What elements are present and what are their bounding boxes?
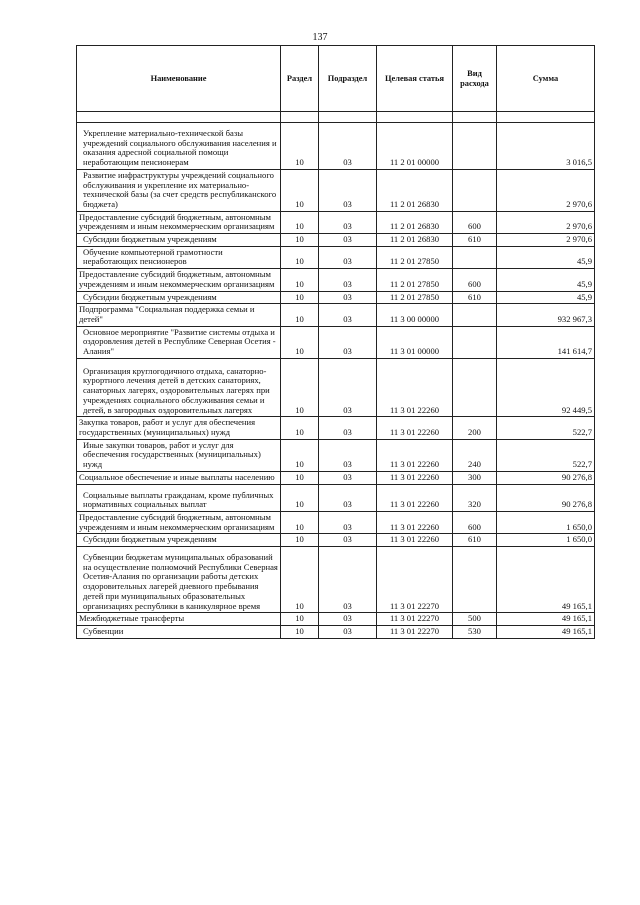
cell-name: Социальные выплаты гражданам, кроме публичных нормативных социальных выплат — [77, 484, 281, 511]
table-row — [77, 358, 595, 417]
cell-amount: 92 449,5 — [497, 358, 595, 417]
cell-name: Обучение компьютерной грамотности неработающих пенсионеров — [77, 246, 281, 268]
cell-subsection: 03 — [319, 169, 377, 211]
cell-amount: 1 650,0 — [497, 511, 595, 533]
cell-amount: 1 650,0 — [497, 534, 595, 547]
table-row — [77, 439, 595, 471]
cell-name: Основное мероприятие "Развитие системы отдыха и оздоровления детей в Республике Северная Осетия - Алания" — [77, 326, 281, 358]
cell-subsection: 03 — [319, 211, 377, 233]
cell-expense-type: 610 — [453, 534, 497, 547]
cell-expense-type: 500 — [453, 613, 497, 626]
cell-subsection: 03 — [319, 484, 377, 511]
cell-expense-type: 200 — [453, 417, 497, 439]
cell-target: 11 2 01 26830 — [377, 234, 453, 247]
table-row — [77, 169, 595, 211]
cell-amount: 90 276,8 — [497, 484, 595, 511]
cell-name: Субвенции — [77, 625, 281, 638]
page-number: 137 — [312, 32, 328, 43]
cell-section: 10 — [281, 291, 319, 304]
cell-expense-type — [453, 246, 497, 268]
cell-amount: 49 165,1 — [497, 625, 595, 638]
cell-target: 11 3 01 22260 — [377, 439, 453, 471]
table-row — [77, 484, 595, 511]
table-row — [77, 417, 595, 439]
cell-name: Субвенции бюджетам муниципальных образований на осуществление полномочий Республики Северная Осетия-Алания по организации работы детских оздоровительных лагерей дневного пребывания детей при муниципальных образовательных организациях республики в каникулярное время — [77, 547, 281, 613]
cell-amount: 2 970,6 — [497, 234, 595, 247]
table-row — [77, 326, 595, 358]
cell-name: Развитие инфраструктуры учреждений социального обслуживания и укрепление их материально-технической базы (за счет средств республиканского бюджета) — [77, 169, 281, 211]
cell-section: 10 — [281, 511, 319, 533]
cell-expense-type: 240 — [453, 439, 497, 471]
cell-section: 10 — [281, 417, 319, 439]
table-row — [77, 511, 595, 533]
table-row — [77, 534, 595, 547]
cell-section: 10 — [281, 304, 319, 326]
cell-target: 11 2 01 26830 — [377, 169, 453, 211]
header-target: Целевая статья — [377, 46, 453, 112]
cell-section: 10 — [281, 547, 319, 613]
cell-expense-type: 530 — [453, 625, 497, 638]
cell-subsection: 03 — [319, 304, 377, 326]
cell-target: 11 2 01 27850 — [377, 246, 453, 268]
cell-target: 11 3 00 00000 — [377, 304, 453, 326]
cell-amount: 45,9 — [497, 246, 595, 268]
cell-expense-type: 320 — [453, 484, 497, 511]
cell-section: 10 — [281, 211, 319, 233]
cell-target: 11 3 01 22260 — [377, 471, 453, 484]
cell-target: 11 2 01 26830 — [377, 211, 453, 233]
cell-expense-type — [453, 358, 497, 417]
cell-subsection: 03 — [319, 471, 377, 484]
cell-name: Иные закупки товаров, работ и услуг для обеспечения государственных (муниципальных) нужд — [77, 439, 281, 471]
cell-section: 10 — [281, 358, 319, 417]
header-section: Раздел — [281, 46, 319, 112]
cell-subsection: 03 — [319, 417, 377, 439]
cell-amount: 522,7 — [497, 439, 595, 471]
cell-name: Субсидии бюджетным учреждениям — [77, 291, 281, 304]
table-row — [77, 547, 595, 613]
cell-expense-type: 600 — [453, 511, 497, 533]
cell-target: 11 3 01 22260 — [377, 484, 453, 511]
cell-target: 11 3 01 22260 — [377, 358, 453, 417]
cell-section: 10 — [281, 169, 319, 211]
cell-subsection: 03 — [319, 613, 377, 626]
cell-name: Межбюджетные трансферты — [77, 613, 281, 626]
cell-section: 10 — [281, 534, 319, 547]
cell-amount: 90 276,8 — [497, 471, 595, 484]
cell-subsection: 03 — [319, 246, 377, 268]
cell-expense-type — [453, 326, 497, 358]
cell-subsection: 03 — [319, 625, 377, 638]
table-row — [77, 269, 595, 291]
cell-name: Предоставление субсидий бюджетным, автономным учреждениям и иным некоммерческим организациям — [77, 511, 281, 533]
cell-name: Организация круглогодичного отдыха, санаторно-курортного лечения детей в детских санаториях, санаторных лагерях, оздоровительных лагерях при учреждениях социального обслуживания семьи и детей, в загородных оздоровительных лагерях — [77, 358, 281, 417]
table-row — [77, 246, 595, 268]
cell-name: Социальное обеспечение и иные выплаты населению — [77, 471, 281, 484]
cell-expense-type: 600 — [453, 211, 497, 233]
cell-section: 10 — [281, 246, 319, 268]
header-subsection: Подраздел — [319, 46, 377, 112]
cell-amount: 2 970,6 — [497, 211, 595, 233]
table-row — [77, 625, 595, 638]
cell-amount: 45,9 — [497, 291, 595, 304]
cell-subsection: 03 — [319, 326, 377, 358]
cell-subsection: 03 — [319, 511, 377, 533]
cell-section: 10 — [281, 326, 319, 358]
table-row — [77, 304, 595, 326]
cell-expense-type: 600 — [453, 269, 497, 291]
cell-target: 11 3 01 22260 — [377, 417, 453, 439]
budget-table — [76, 45, 595, 639]
cell-subsection: 03 — [319, 269, 377, 291]
cell-subsection: 03 — [319, 439, 377, 471]
table-row — [77, 291, 595, 304]
cell-target: 11 2 01 27850 — [377, 269, 453, 291]
table-row — [77, 471, 595, 484]
cell-name: Закупка товаров, работ и услуг для обеспечения государственных (муниципальных) нужд — [77, 417, 281, 439]
cell-amount: 49 165,1 — [497, 613, 595, 626]
table-row — [77, 613, 595, 626]
cell-target: 11 2 01 00000 — [377, 123, 453, 170]
cell-section: 10 — [281, 234, 319, 247]
cell-expense-type: 610 — [453, 291, 497, 304]
cell-subsection: 03 — [319, 234, 377, 247]
cell-section: 10 — [281, 625, 319, 638]
cell-amount: 141 614,7 — [497, 326, 595, 358]
cell-name: Предоставление субсидий бюджетным, автономным учреждениям и иным некоммерческим организациям — [77, 211, 281, 233]
cell-name: Субсидии бюджетным учреждениям — [77, 234, 281, 247]
cell-target: 11 3 01 22270 — [377, 547, 453, 613]
table-header — [77, 46, 595, 123]
cell-expense-type — [453, 169, 497, 211]
cell-section: 10 — [281, 613, 319, 626]
cell-target: 11 3 01 22260 — [377, 534, 453, 547]
header-spacer-row — [77, 112, 595, 123]
cell-amount: 45,9 — [497, 269, 595, 291]
cell-target: 11 3 01 22270 — [377, 625, 453, 638]
cell-name: Подпрограмма "Социальная поддержка семьи и детей" — [77, 304, 281, 326]
cell-expense-type — [453, 304, 497, 326]
cell-section: 10 — [281, 484, 319, 511]
table-row — [77, 234, 595, 247]
cell-name: Укрепление материально-технической базы учреждений социального обслуживания населения и оказания адресной социальной помощи неработающим пенсионерам — [77, 123, 281, 170]
header-name: Наименование — [77, 46, 281, 112]
cell-subsection: 03 — [319, 534, 377, 547]
cell-subsection: 03 — [319, 123, 377, 170]
cell-subsection: 03 — [319, 547, 377, 613]
cell-expense-type: 300 — [453, 471, 497, 484]
header-amount: Сумма — [497, 46, 595, 112]
table-body — [77, 123, 595, 639]
cell-section: 10 — [281, 123, 319, 170]
table-row — [77, 123, 595, 170]
cell-amount: 49 165,1 — [497, 547, 595, 613]
cell-subsection: 03 — [319, 358, 377, 417]
header-expense-type: Вид расхода — [453, 46, 497, 112]
table-row — [77, 211, 595, 233]
cell-expense-type — [453, 547, 497, 613]
cell-target: 11 2 01 27850 — [377, 291, 453, 304]
cell-expense-type — [453, 123, 497, 170]
cell-section: 10 — [281, 269, 319, 291]
cell-amount: 3 016,5 — [497, 123, 595, 170]
cell-amount: 522,7 — [497, 417, 595, 439]
cell-amount: 932 967,3 — [497, 304, 595, 326]
cell-target: 11 3 01 22270 — [377, 613, 453, 626]
cell-amount: 2 970,6 — [497, 169, 595, 211]
cell-target: 11 3 01 00000 — [377, 326, 453, 358]
cell-section: 10 — [281, 439, 319, 471]
cell-section: 10 — [281, 471, 319, 484]
cell-target: 11 3 01 22260 — [377, 511, 453, 533]
cell-expense-type: 610 — [453, 234, 497, 247]
cell-name: Субсидии бюджетным учреждениям — [77, 534, 281, 547]
cell-name: Предоставление субсидий бюджетным, автономным учреждениям и иным некоммерческим организациям — [77, 269, 281, 291]
cell-subsection: 03 — [319, 291, 377, 304]
